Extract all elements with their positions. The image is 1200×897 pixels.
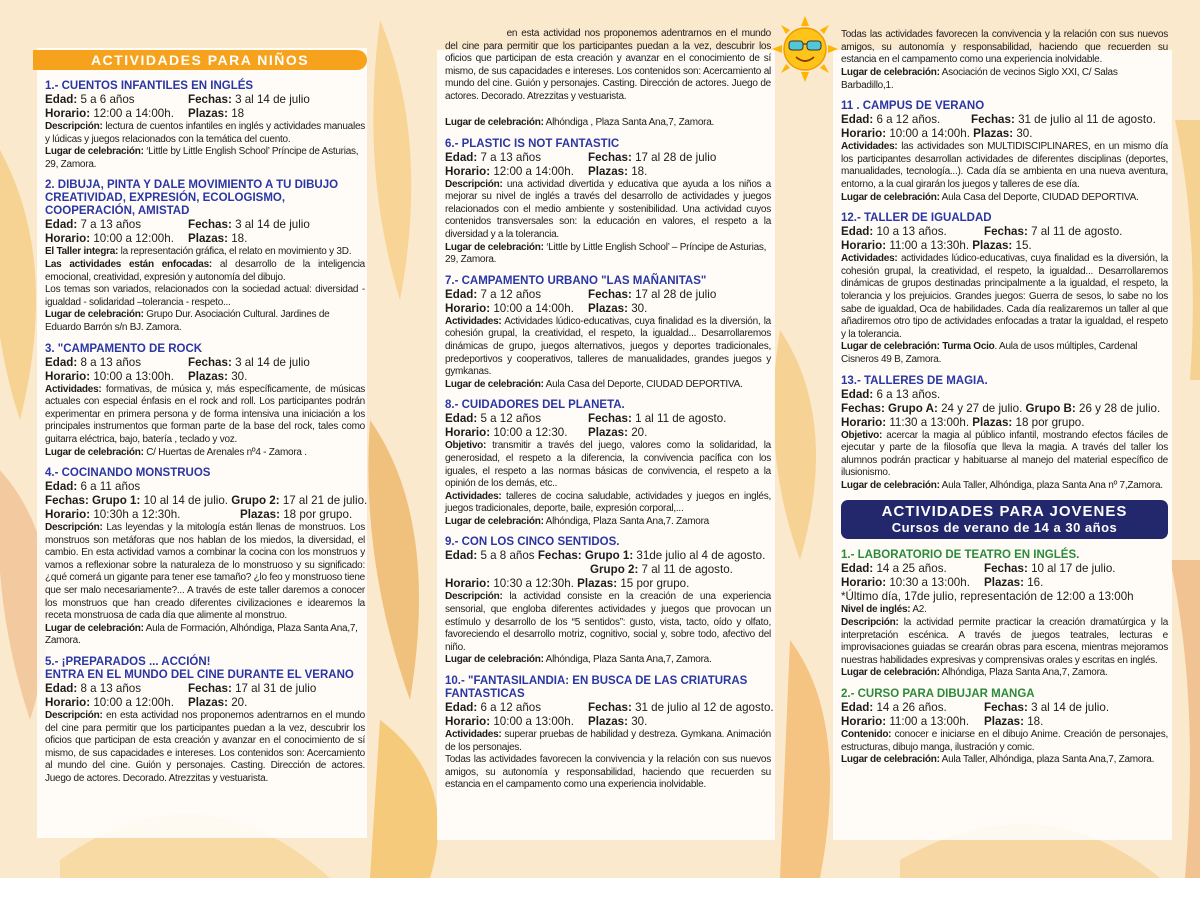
edad-value: 6 a 11 años bbox=[80, 480, 141, 494]
horario-value: 10:00 a 12:00h. bbox=[93, 696, 174, 710]
location: Aula Casa del Deporte, CIUDAD DEPORTIVA. bbox=[941, 191, 1139, 203]
lugar-label: Lugar de celebración: bbox=[45, 309, 144, 321]
horario-value: 10:30h a 12:30h. bbox=[93, 508, 181, 522]
edad-label: Edad: bbox=[841, 113, 874, 127]
location: Asociación de vecinos Siglo XXI, C/ Salas Barbadillo,1. bbox=[841, 67, 1118, 91]
horario-value: 10:00 a 14:00h. bbox=[889, 127, 970, 141]
edad-label: Edad: bbox=[841, 701, 874, 715]
horario-label: Horario: bbox=[45, 107, 91, 120]
location: Aula Taller, Alhóndiga, plaza Santa Ana,7, Zamora. bbox=[941, 754, 1155, 766]
horario-value: 10:30 a 12:30h. bbox=[493, 577, 574, 591]
activities-text: las actividades son MULTIDISCIPLINARES, en un mismo día los participantes desarrollan actividades de diferentes disciplinas (deportes, manualidades, tecnología...). Cada día se ambienta en una nueva aventura, entorno, a la cual girarán los juegos y talleres de ese día. bbox=[841, 141, 1168, 190]
fechas-value: 1 al 11 de agosto. bbox=[635, 412, 727, 426]
grupoB-dates: 26 y 28 de julio. bbox=[1079, 401, 1161, 415]
grupoB-label: Grupo B: bbox=[1025, 401, 1076, 415]
temas-text: Los temas son variados, relacionados con la sociedad actual: diversidad - igualdad - solidaridad –tolerancia - respeto... bbox=[45, 284, 365, 308]
fechas-value: 17 al 31 de julio bbox=[235, 682, 317, 696]
activity-13 bbox=[841, 375, 1168, 493]
activity-subtitle: ENTRA EN EL MUNDO DEL CINE DURANTE EL VERANO bbox=[45, 669, 354, 682]
plazas-value: 18 bbox=[231, 107, 245, 120]
description: la actividad consiste en la creación de una experiencia sensorial, que engloba diferentes actividades y juegos que provocan un estímulo y desarrollo de los “5 sentidos”: gusto, vista, tacto, oído y olfato, favoreciendo el desarrollo motriz, cognitivo, social y, sobre todo, afectivo del niño. bbox=[445, 591, 771, 653]
lugar-label: Lugar de celebración: bbox=[445, 654, 544, 666]
fechas-label: Fechas: bbox=[588, 287, 632, 301]
horario-label: Horario: bbox=[841, 239, 887, 253]
horario-value: 12:00 a 14:00h. bbox=[93, 107, 174, 120]
horario-value: 11:00 a 13:00h. bbox=[889, 715, 970, 729]
activity-title: 8.- CUIDADORES DEL PLANETA. bbox=[445, 399, 625, 412]
grupoA-label: Fechas: Grupo A: bbox=[841, 401, 938, 415]
lugar-label: Lugar de celebración: bbox=[45, 446, 144, 458]
horario-label: Horario: bbox=[445, 426, 491, 440]
activities-text: superar pruebas de habilidad y destreza. Gymkana. Animación de los personajes. bbox=[445, 729, 771, 753]
grupo1-label: Fechas: Grupo 1: bbox=[45, 494, 141, 508]
lugar-label: Lugar de celebración: bbox=[445, 378, 544, 390]
integra-label: El Taller integra: bbox=[45, 246, 119, 258]
description-continued: en esta actividad nos proponemos adentrarnos en el mundo del cine para permitir que los participantes puedan a la vez, descubrir los oficios que participan de esta creación y avanzar en el conocimiento de sí mismo, de sus capacidades e intereses. Los contenidos son: Acercamiento al mundo del cine. Guión y personajes. Casting. Dirección de actores. Juego de actores. Decorado. Atrezzitas y vestuarista. bbox=[445, 28, 771, 102]
horario-label: Horario: bbox=[445, 715, 491, 729]
fechas-value: 3 al 14 de julio bbox=[235, 218, 310, 232]
actividades-label: Actividades: bbox=[445, 490, 502, 502]
fechas-value: 31 de julio al 12 de agosto. bbox=[635, 701, 774, 715]
edad-value: 6 a 12 años bbox=[480, 701, 542, 715]
activity-title: 5.- ¡PREPARADOS ... ACCIÓN! bbox=[45, 656, 211, 669]
enfocadas-text: al desarrollo de la inteligencia emocional, creatividad, expresión y autonomía del dibujo. bbox=[45, 258, 365, 283]
plazas-value: 20. bbox=[631, 426, 648, 440]
horario-value: 11:00 a 13:30h. bbox=[889, 239, 970, 253]
fechas-label: Fechas: bbox=[984, 225, 1028, 239]
activity-11 bbox=[841, 100, 1168, 204]
plazas-value: 20. bbox=[231, 696, 248, 710]
descripcion-label: Descripción: bbox=[45, 522, 103, 534]
lugar-label: Lugar de celebración: bbox=[45, 622, 144, 634]
jovenes-activity-1 bbox=[841, 549, 1168, 680]
objetivo-label: Objetivo: bbox=[841, 429, 883, 441]
horario-value: 11:30 a 13:00h. bbox=[889, 415, 970, 429]
location: . Aula de usos múltiples, Cardenal Cisneros 49 B, Zamora. bbox=[841, 341, 1138, 365]
horario-label: Horario: bbox=[841, 127, 887, 141]
content-text: conocer e iniciarse en el dibujo Anime. Creación de personajes, estructuras, dibujo manga, ilustración y comic. bbox=[841, 729, 1168, 753]
activity-8 bbox=[445, 399, 771, 528]
description: la actividad permite practicar la creación dramatúrgica y la interpretación escénica. A través de juegos teatrales, lecturas e improvisaciones guiadas se crearán obras para escena, mientras mejoramos nuestras habilidades expresivas y comprensivas orales y escritas en inglés. bbox=[841, 617, 1169, 666]
lugar-label: Lugar de celebración: bbox=[45, 146, 144, 158]
horario-value: 10:30 a 13:00h. bbox=[889, 576, 970, 590]
objective: acercar la magia al público infantil, mostrando efectos fáciles de ejecutar y parte de la filosofía que lleva la magia. A través del taller los alumnos podrán practicar y habituarse al manejo del material específico de ilusionismo. bbox=[841, 429, 1168, 479]
descripcion-label: Descripción: bbox=[445, 591, 503, 603]
horario-label: Horario: bbox=[45, 508, 91, 522]
horario-label: Horario: bbox=[45, 369, 91, 383]
edad-label: Edad: bbox=[445, 549, 478, 563]
objective: transmitir a través del juego, valores como la solidaridad, la generosidad, el respeto a la diferencia, la convivencia pacífica con los iguales, el respeto a las normas básicas de convivencia, el respeto a la opinión de los demás, etc.. bbox=[445, 440, 771, 490]
activity-title: 13.- TALLERES DE MAGIA. bbox=[841, 374, 988, 387]
activity-title: 12.- TALLER DE IGUALDAD bbox=[841, 212, 992, 225]
activity-title: 7.- CAMPAMENTO URBANO "LAS MAÑANITAS" bbox=[445, 274, 707, 287]
description: Las leyendas y la mitología están llenas de monstruos. Los monstruos son metáforas que nos hablan de los miedos, la diversidad, el cambio. En esta actividad vamos a combinar la cocina con los monstruos y vamos a reflexionar sobre la naturaleza de lo monstruoso y su significado: ¿qué comerá un gigante para tener ese tamaño? ¿lo feo y monstruoso tiene que ser malo necesariamente?... A través de este taller daremos a conocer los monstruos que han creado diferentes civilizaciones e idearemos la receta monstruosa de cada día que alimente al monstruo. bbox=[45, 522, 365, 622]
edad-value: 8 a 13 años bbox=[80, 682, 142, 696]
fechas-label: Fechas: bbox=[188, 355, 232, 369]
activity-title: 3. "CAMPAMENTO DE ROCK bbox=[45, 342, 203, 355]
location: Alhóndiga, Plaza Santa Ana,7, Zamora. bbox=[545, 654, 712, 666]
fechas-label: Fechas: bbox=[188, 218, 232, 232]
activity-4 bbox=[45, 467, 368, 648]
edad-label: Edad: bbox=[445, 412, 478, 426]
plazas-value: 18 por grupo. bbox=[1015, 415, 1085, 429]
nivel-label: Nivel de inglés: bbox=[841, 604, 911, 616]
lugar-label: Lugar de celebración: bbox=[445, 515, 544, 527]
jovenes-title: ACTIVIDADES PARA JOVENES bbox=[881, 503, 1128, 521]
activity-2 bbox=[45, 179, 365, 334]
fechas-value: 31 de julio al 11 de agosto. bbox=[1018, 113, 1156, 127]
actividades-label: Actividades: bbox=[841, 253, 898, 265]
fechas-label: Fechas: bbox=[188, 93, 232, 106]
sun-with-sunglasses-icon bbox=[772, 16, 838, 82]
fechas-label: Fechas: bbox=[984, 562, 1028, 576]
fechas-value: 7 al 11 de agosto. bbox=[1031, 225, 1123, 239]
horario-value: 10:00 a 14:00h. bbox=[493, 301, 574, 315]
convivencia-text: Todas las actividades favorecen la convivencia y la relación con sus nuevos amigos, su autonomía y responsabilidad, haciendo que recuerden su estancia en el campamento como una experiencia inolvidable. bbox=[445, 754, 771, 791]
grupo2-dates: 7 al 11 de agosto. bbox=[641, 563, 733, 577]
activity-9 bbox=[445, 536, 771, 667]
activity-5 bbox=[45, 656, 365, 784]
plazas-value: 30. bbox=[631, 715, 648, 729]
location: Alhóndiga , Plaza Santa Ana,7, Zamora. bbox=[545, 117, 715, 128]
jovenes-subtitle: Cursos de verano de 14 a 30 años bbox=[891, 520, 1118, 536]
edad-label: Edad: bbox=[841, 387, 874, 401]
description: en esta actividad nos proponemos adentrarnos en el mundo del cine para permitir que los participantes puedan a la vez, descubrir los oficios que participan de esta creación y avanzar en el conocimiento de sí mismo, de sus capacidades e intereses. Los contenidos son: Acercamiento al mundo del cine. Guión y personajes. Casting. Dirección de actores. Juego de actores. Decorado. Atrezzitas y vestuarista. bbox=[45, 710, 365, 784]
convivencia-text-continued: Todas las actividades favorecen la convivencia y la relación con sus nuevos amigos, su autonomía y responsabilidad, haciendo que recuerden su estancia en el campamento como una experiencia inolvidable. bbox=[841, 29, 1168, 66]
horario-label: Horario: bbox=[841, 415, 887, 429]
edad-label: Edad: bbox=[45, 218, 78, 232]
horario-value: 10:00 a 12:00h. bbox=[93, 232, 174, 246]
horario-value: 12:00 a 14:00h. bbox=[493, 164, 574, 178]
lugar-label: Lugar de celebración: bbox=[841, 754, 940, 766]
grupo2-label: Grupo 2: bbox=[231, 494, 280, 508]
plazas-label: Plazas: bbox=[188, 107, 228, 120]
plazas-value: 18. bbox=[231, 232, 248, 246]
fechas-value: 3 al 14 de julio bbox=[235, 93, 310, 106]
fechas-value: 3 al 14 de julio bbox=[235, 355, 310, 369]
horario-label: Horario: bbox=[841, 715, 887, 729]
horario-label: Horario: bbox=[445, 301, 491, 315]
plazas-label: Plazas: bbox=[972, 415, 1013, 429]
descripcion-label: Descripción: bbox=[45, 121, 103, 132]
plazas-label: Plazas: bbox=[188, 696, 228, 710]
edad-label: Edad: bbox=[841, 225, 874, 239]
plazas-label: Plazas: bbox=[973, 127, 1014, 141]
edad-label: Edad: bbox=[45, 93, 78, 106]
jovenes-header bbox=[841, 500, 1168, 539]
lugar-label: Lugar de celebración: bbox=[841, 667, 940, 679]
horario-label: Horario: bbox=[445, 577, 491, 591]
nivel-value: A2. bbox=[912, 604, 927, 616]
grupo1-label: Fechas: Grupo 1: bbox=[537, 549, 634, 563]
plazas-label: Plazas: bbox=[188, 232, 228, 246]
edad-value: 7 a 13 años bbox=[480, 150, 542, 164]
plazas-value: 18. bbox=[631, 164, 648, 178]
descripcion-label: Descripción: bbox=[445, 178, 503, 190]
activity-title: 1.- CUENTOS INFANTILES EN INGLÉS bbox=[45, 80, 254, 92]
plazas-label: Plazas: bbox=[240, 508, 280, 522]
fechas-value: 17 al 28 de julio bbox=[635, 287, 717, 301]
actividades-label: Actividades: bbox=[445, 315, 502, 327]
description: formativas, de música y, más específicamente, de músicas actuales con especial énfasis en el rock and roll. Los participantes podrán experimentar en primera persona y de forma intensiva una iniciación a los principales instrumentos que forman parte de la base del rock, tales como guitarra eléctrica, bajo, batería , teclado y voz. bbox=[45, 383, 366, 445]
plazas-label: Plazas: bbox=[984, 715, 1024, 729]
description: una actividad divertida y educativa que ayuda a los niños a mejorar su nivel de inglés a través del desarrollo de actividades y juegos relacionados con el medio ambiente y sostenibilidad. Una actividad cuyos contenidos transversales son: la educación en valores, el respeto a la diversidad y a la tolerancia. bbox=[445, 178, 771, 240]
plazas-label: Plazas: bbox=[588, 164, 628, 178]
activity-title: 2. DIBUJA, PINTA Y DALE MOVIMIENTO A TU DIBUJO CREATIVIDAD, EXPRESIÓN, ECOLOGISMO, COOPERACIÓN, AMISTAD bbox=[45, 179, 339, 218]
activity-title: 1.- LABORATORIO DE TEATRO EN INGLÉS. bbox=[841, 549, 1080, 562]
fechas-label: Fechas: bbox=[971, 113, 1015, 127]
location: Grupo Dur. Asociación Cultural. Jardines de Eduardo Barrón s/n BJ. Zamora. bbox=[45, 309, 330, 333]
horario-value: 10:00 a 12:30. bbox=[493, 426, 568, 440]
fechas-value: 17 al 28 de julio bbox=[635, 150, 717, 164]
fechas-label: Fechas: bbox=[188, 682, 232, 696]
fechas-label: Fechas: bbox=[588, 150, 632, 164]
plazas-value: 15 por grupo. bbox=[620, 577, 690, 591]
grupo1-dates: 31de julio al 4 de agosto. bbox=[636, 549, 766, 563]
horario-label: Horario: bbox=[841, 576, 887, 590]
lugar-label: Lugar de celebración: bbox=[841, 191, 940, 203]
edad-label: Edad: bbox=[445, 150, 478, 164]
fechas-label: Fechas: bbox=[588, 701, 632, 715]
plazas-label: Plazas: bbox=[188, 369, 228, 383]
fechas-label: Fechas: bbox=[984, 701, 1028, 715]
plazas-label: Plazas: bbox=[577, 577, 618, 591]
activity-title: 9.- CON LOS CINCO SENTIDOS. bbox=[445, 536, 620, 549]
activity-10 bbox=[445, 675, 774, 791]
enfocadas-label: Las actividades están enfocadas: bbox=[45, 258, 212, 270]
location: Alhóndiga, Plaza Santa Ana,7, Zamora. bbox=[941, 667, 1108, 679]
horario-value: 10:00 a 13:00h. bbox=[93, 369, 174, 383]
lugar-label: Lugar de celebración: bbox=[841, 479, 940, 491]
activity-title: 4.- COCINANDO MONSTRUOS bbox=[45, 467, 211, 480]
fechas-value: 10 al 17 de julio. bbox=[1031, 562, 1116, 576]
actividades-label: Actividades: bbox=[45, 383, 102, 395]
column-2 bbox=[437, 28, 775, 840]
horario-label: Horario: bbox=[45, 696, 91, 710]
edad-value: 6 a 13 años. bbox=[876, 387, 941, 401]
activity-title: 11 . CAMPUS DE VERANO bbox=[841, 100, 985, 113]
edad-label: Edad: bbox=[445, 701, 478, 715]
plazas-value: 15. bbox=[1015, 239, 1032, 253]
plazas-label: Plazas: bbox=[588, 426, 628, 440]
activity-title: 10.- "FANTASILANDIA: EN BUSCA DE LAS CRIATURAS FANTASTICAS bbox=[445, 675, 748, 701]
last-day-note: *Último día, 17de julio, representación de 12:00 a 13:00h bbox=[841, 590, 1134, 604]
lugar-label: Lugar de celebración: bbox=[841, 341, 940, 353]
column-1 bbox=[37, 48, 367, 838]
edad-label: Edad: bbox=[45, 682, 78, 696]
plazas-value: 18. bbox=[1027, 715, 1044, 729]
edad-label: Edad: bbox=[445, 287, 478, 301]
activities-text: talleres de cocina saludable, actividades y juegos en inglés, juegos tradicionales, deporte, baile, expresión corporal,... bbox=[445, 490, 772, 515]
lugar-label: Lugar de celebración: bbox=[445, 241, 544, 253]
edad-label: Edad: bbox=[45, 480, 78, 494]
edad-value: 7 a 13 años bbox=[80, 218, 142, 232]
edad-value: 5 a 6 años bbox=[80, 93, 135, 106]
plazas-value: 30. bbox=[631, 301, 648, 315]
plazas-value: 30. bbox=[231, 369, 248, 383]
column-3 bbox=[833, 29, 1172, 840]
activity-6 bbox=[445, 138, 771, 267]
description: lectura de cuentos infantiles en inglés y actividades manuales y lúdicas y juegos relacionados con la temática del cuento. bbox=[45, 121, 366, 145]
edad-value: 10 a 13 años. bbox=[876, 225, 947, 239]
edad-value: 6 a 12 años. bbox=[876, 113, 941, 127]
plazas-value: 30. bbox=[1016, 127, 1033, 141]
fechas-value: 3 al 14 de julio. bbox=[1031, 701, 1110, 715]
horario-label: Horario: bbox=[445, 164, 491, 178]
location: Alhóndiga, Plaza Santa Ana,7. Zamora bbox=[545, 515, 709, 527]
objetivo-label: Objetivo: bbox=[445, 440, 487, 452]
activities-text: actividades lúdico-educativas, cuya finalidad es la diversión, la cohesión grupal, la creatividad, el respeto, la igualdad... Desarrollaremos dinámicas de grupos destinadas principalmente a la igualdad, el respeto, la tolerancia y los prejuicios. Grandes juegos: Guerra de sesos, lo sabe no los sabe de igualdad, Oca de habilidades. Cada día realizaremos un taller al que añadiremos otro tipo de actividades enfocadas a tratar la igualdad, el respeto y la tolerancia. bbox=[841, 253, 1169, 340]
plazas-label: Plazas: bbox=[588, 301, 628, 315]
location: C/ Huertas de Arenales nº4 - Zamora . bbox=[146, 446, 307, 458]
grupo2-label: Grupo 2: bbox=[590, 563, 639, 577]
grupo1-dates: 10 al 14 de julio. bbox=[143, 494, 229, 508]
activity-12 bbox=[841, 212, 1168, 366]
plazas-label: Plazas: bbox=[588, 715, 628, 729]
activity-title: 6.- PLASTIC IS NOT FANTASTIC bbox=[445, 137, 620, 150]
plazas-label: Plazas: bbox=[972, 239, 1013, 253]
plazas-label: Plazas: bbox=[984, 576, 1024, 590]
plazas-value: 16. bbox=[1027, 576, 1044, 590]
lugar-label: Lugar de celebración: bbox=[445, 117, 544, 128]
actividades-label: Actividades: bbox=[445, 729, 502, 741]
edad-value: 8 a 13 años bbox=[80, 355, 142, 369]
location: ‘Little by Little English School’ Príncipe de Asturias, 29, Zamora. bbox=[45, 146, 359, 170]
actividades-label: Actividades: bbox=[841, 141, 898, 153]
contenido-label: Contenido: bbox=[841, 729, 892, 741]
jovenes-activity-2 bbox=[841, 688, 1168, 767]
integra-text: la representación gráfica, el relato en movimiento y 3D. bbox=[120, 246, 352, 258]
descripcion-label: Descripción: bbox=[841, 617, 899, 629]
edad-value: 14 a 25 años. bbox=[876, 562, 947, 576]
descripcion-label: Descripción: bbox=[45, 710, 103, 722]
location: Aula Taller, Alhóndiga, plaza Santa Ana nº 7,Zamora. bbox=[941, 479, 1163, 491]
grupo2-dates: 17 al 21 de julio. bbox=[282, 494, 368, 508]
activity-10-continued bbox=[841, 29, 1168, 92]
activity-7 bbox=[445, 275, 771, 392]
location-name: Turma Ocio bbox=[942, 341, 995, 353]
activity-1 bbox=[45, 80, 365, 171]
activity-5-continued bbox=[445, 28, 771, 130]
edad-value: 14 a 26 años. bbox=[876, 701, 947, 715]
edad-label: Edad: bbox=[841, 562, 874, 576]
edad-value: 5 a 12 años bbox=[480, 412, 542, 426]
location: Aula de Formación, Alhóndiga, Plaza Santa Ana,7, Zamora. bbox=[45, 622, 358, 647]
plazas-value: 18 por grupo. bbox=[283, 508, 353, 522]
grupoA-dates: 24 y 27 de julio. bbox=[941, 401, 1023, 415]
lugar-label: Lugar de celebración: bbox=[841, 67, 940, 78]
location: ‘Little by Little English School’ – Príncipe de Asturias, 29, Zamora. bbox=[445, 241, 767, 266]
ninos-header: ACTIVIDADES PARA NIÑOS bbox=[33, 50, 367, 70]
edad-value: 7 a 12 años bbox=[480, 287, 542, 301]
horario-label: Horario: bbox=[45, 232, 91, 246]
edad-value: 5 a 8 años bbox=[480, 549, 535, 563]
description: Actividades lúdico-educativas, cuya finalidad es la diversión, la cohesión grupal, la creatividad, el respeto, la igualdad... Desarrollaremos dinámicas de grupo, juegos alternativos, juegos y deportes tradicionales, predeportivos y cooperativos, talleres de manualidades, grandes juegos y gymkanas. bbox=[445, 315, 771, 378]
fechas-label: Fechas: bbox=[588, 412, 632, 426]
activity-title: 2.- CURSO PARA DIBUJAR MANGA bbox=[841, 688, 1035, 701]
edad-label: Edad: bbox=[45, 355, 78, 369]
horario-value: 10:00 a 13:00h. bbox=[493, 715, 574, 729]
location: Aula Casa del Deporte, CIUDAD DEPORTIVA. bbox=[545, 378, 743, 390]
activity-3 bbox=[45, 343, 365, 460]
